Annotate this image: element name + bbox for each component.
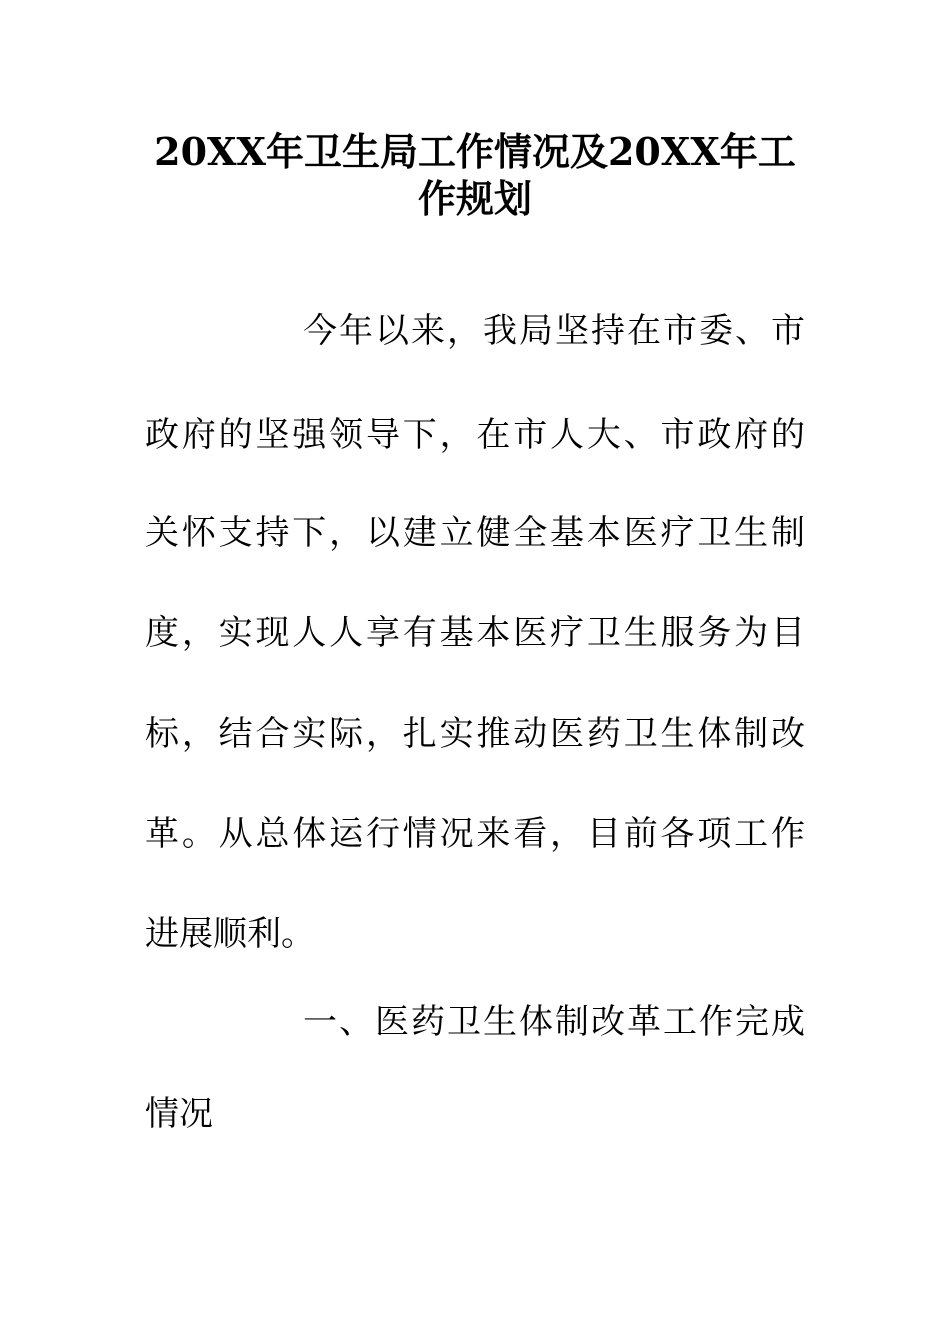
paragraph-1-line-6: 革。从总体运行情况来看，目前各项工作 [145,814,805,854]
paragraph-1-line-4: 度，实现人人享有基本医疗卫生服务为目 [145,613,805,653]
document-title-line-1: 20XX年卫生局工作情况及20XX年工 [154,129,796,174]
paragraph-1-line-5: 标，结合实际，扎实推动医药卫生体制改 [145,714,805,754]
paragraph-1-line-1: 今年以来，我局坚持在市委、市 [303,311,805,351]
paragraph-1-line-3: 关怀支持下，以建立健全基本医疗卫生制 [145,513,805,553]
section-heading-1-line-1: 一、医药卫生体制改革工作完成 [303,1002,805,1042]
paragraph-1-line-7: 进展顺利。 [145,914,315,954]
document-title-line-2: 作规划 [417,176,532,221]
section-heading-1-line-2: 情况 [145,1094,213,1134]
paragraph-1-line-2: 政府的坚强领导下，在市人大、市政府的 [145,415,805,455]
